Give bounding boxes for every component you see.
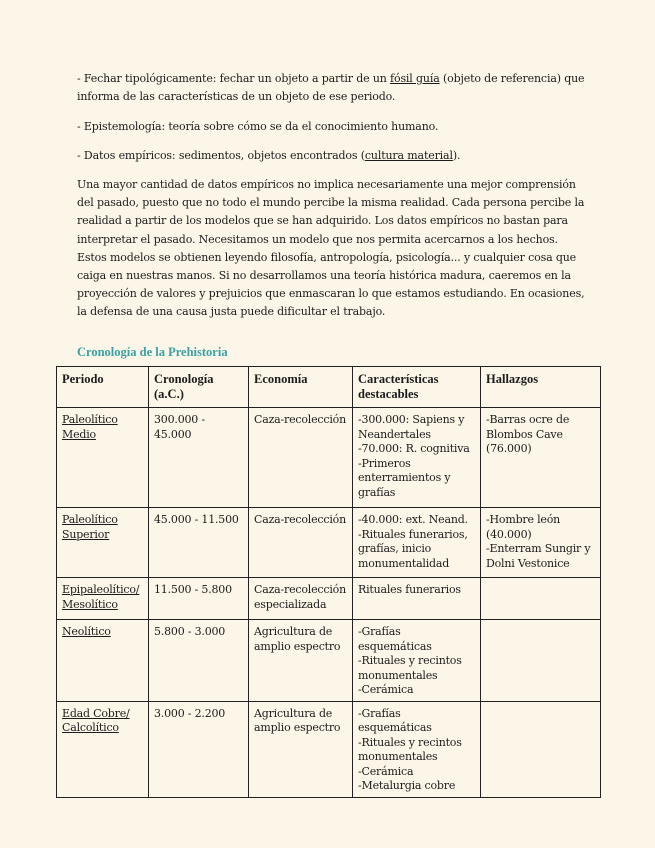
cell-economia: Caza-recolección bbox=[249, 408, 353, 508]
cell-periodo bbox=[57, 701, 149, 797]
cell-caracteristicas bbox=[353, 701, 481, 797]
paragraph-text: - Datos empíricos: sedimentos, objetos encontrados ( bbox=[77, 149, 365, 162]
period-link[interactable]: Paleolítico Medio bbox=[62, 413, 118, 441]
cell-hallazgos bbox=[481, 578, 601, 620]
paragraph-text: (objeto de referencia) que informa de las características de un objeto de ese periodo. bbox=[77, 72, 585, 104]
table-row bbox=[57, 578, 601, 620]
period-link[interactable]: Neolítico bbox=[62, 625, 111, 638]
table-row bbox=[57, 408, 601, 508]
characteristic-item: -Primeros enterramientos y grafías bbox=[358, 456, 451, 499]
paragraph-modelos-teoricos: Una mayor cantidad de datos empíricos no implica necesariamente una mejor comprensión del pasado, puesto que no todo el mundo percibe la misma realidad. Cada persona percibe la realidad a partir de los modelos que se han adquirido. Los datos empíricos no bastan para interpretar el pasado. Necesitamos un modelo que nos permita acercarnos a los hechos. Estos modelos se obtienen leyendo filosofía, antropología, psicología... y cualquier cosa que caiga en nuestras manos. Si no desarrollamos una teoría histórica madura, caeremos en la proyección de valores y prejuicios que enmascaran lo que estamos estudiando. En ocasiones, la defensa de una causa justa puede dificultar el trabajo. bbox=[77, 178, 585, 319]
period-link[interactable]: Paleolítico Superior bbox=[62, 513, 118, 541]
header-periodo: Periodo bbox=[57, 367, 149, 408]
characteristic-item: -Grafías esquemáticas bbox=[358, 625, 432, 653]
cell-periodo bbox=[57, 620, 149, 702]
cell-hallazgos bbox=[481, 508, 601, 578]
header-economia: Economía bbox=[249, 367, 353, 408]
table-row bbox=[57, 620, 601, 702]
cell-caracteristicas bbox=[353, 620, 481, 702]
cell-periodo bbox=[57, 578, 149, 620]
cell-hallazgos bbox=[481, 620, 601, 702]
characteristic-item: -Metalurgia cobre bbox=[358, 779, 456, 792]
finding-item: -Barras ocre de Blombos Cave (76.000) bbox=[486, 413, 570, 455]
period-link[interactable]: Edad Cobre/ Calcolítico bbox=[62, 706, 130, 734]
section-title: Cronología de la Prehistoria bbox=[77, 345, 228, 359]
header-cronologia: Cronología (a.C.) bbox=[149, 367, 249, 408]
finding-item: -Hombre león (40.000) bbox=[486, 513, 561, 541]
characteristic-item: -Grafías esquemáticas bbox=[358, 706, 432, 734]
paragraph-epistemologia: - Epistemología: teoría sobre cómo se da el conocimiento humano. bbox=[77, 120, 439, 133]
cell-periodo bbox=[57, 408, 149, 508]
cell-cronologia: 45.000 - 11.500 bbox=[149, 508, 249, 578]
cell-cronologia: 5.800 - 3.000 bbox=[149, 620, 249, 702]
cultura-material-link[interactable]: cultura material bbox=[364, 149, 453, 162]
paragraph-datos-empiricos bbox=[77, 147, 587, 165]
cell-hallazgos bbox=[481, 408, 601, 508]
header-hallazgos: Hallazgos bbox=[481, 367, 601, 408]
cell-cronologia: 11.500 - 5.800 bbox=[149, 578, 249, 620]
cell-hallazgos bbox=[481, 701, 601, 797]
cell-caracteristicas bbox=[353, 508, 481, 578]
table-row bbox=[57, 508, 601, 578]
table-header-row bbox=[57, 367, 601, 408]
cell-periodo bbox=[57, 508, 149, 578]
characteristic-item: -70.000: R. cognitiva bbox=[358, 442, 470, 455]
characteristic-item: -Cerámica bbox=[358, 764, 414, 778]
cell-economia: Agricultura de amplio espectro bbox=[249, 701, 353, 797]
characteristic-item: -300.000: Sapiens y Neandertales bbox=[358, 413, 465, 441]
prehistory-chronology-table bbox=[56, 366, 601, 798]
header-caracteristicas: Características destacables bbox=[353, 367, 481, 408]
finding-item: -Enterram Sungir y Dolni Vestonice bbox=[486, 542, 591, 570]
cell-cronologia: 300.000 - 45.000 bbox=[149, 408, 249, 508]
fosil-guia-link[interactable]: fósil guía bbox=[390, 72, 440, 85]
cell-caracteristicas bbox=[353, 578, 481, 620]
characteristic-item: Rituales funerarios bbox=[358, 583, 461, 596]
characteristic-item: -Rituales y recintos monumentales bbox=[358, 735, 462, 763]
paragraph-text: ). bbox=[452, 149, 461, 162]
characteristic-item: -Rituales y recintos monumentales bbox=[358, 654, 462, 682]
cell-economia: Agricultura de amplio espectro bbox=[249, 620, 353, 702]
cell-cronologia: 3.000 - 2.200 bbox=[149, 701, 249, 797]
cell-caracteristicas bbox=[353, 408, 481, 508]
paragraph-text: - Fechar tipológicamente: fechar un objeto a partir de un bbox=[77, 72, 391, 85]
characteristic-item: -40.000: ext. Neand. bbox=[358, 513, 468, 526]
cell-economia: Caza-recolección bbox=[249, 508, 353, 578]
table-row bbox=[57, 701, 601, 797]
characteristic-item: -Cerámica bbox=[358, 683, 414, 696]
paragraph-fechar-tipologicamente bbox=[77, 70, 587, 106]
period-link[interactable]: Epipaleolítico/ Mesolítico bbox=[62, 583, 140, 611]
characteristic-item: -Rituales funerarios, grafías, inicio monumentalidad bbox=[358, 527, 468, 570]
cell-economia: Caza-recolección especializada bbox=[249, 578, 353, 620]
